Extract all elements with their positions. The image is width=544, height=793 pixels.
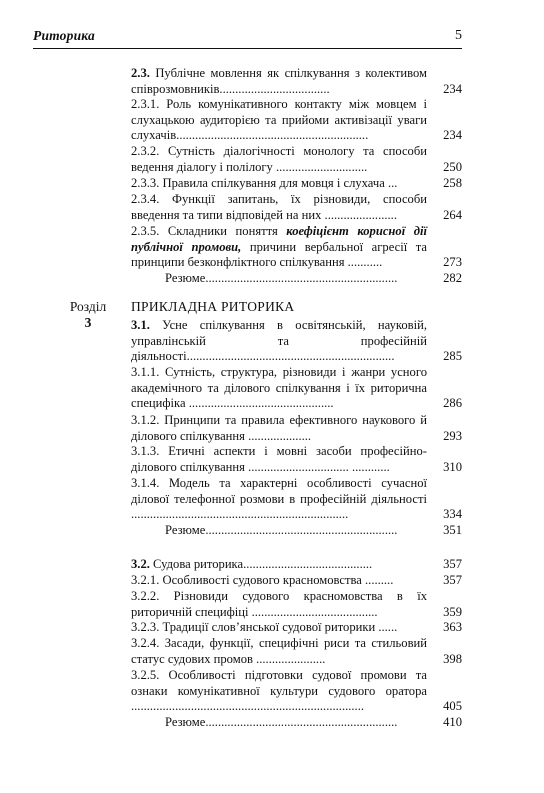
toc-entry-page: 258 (443, 176, 462, 190)
toc-entry[interactable] (131, 224, 462, 271)
part-title: ПРИКЛАДНА РИТОРИКА (131, 299, 295, 314)
toc-entry-number: 3.1. (131, 318, 150, 332)
toc-entry-page: 234 (443, 81, 462, 96)
toc-entry-page: 264 (443, 207, 462, 222)
toc-entry-number: 2.3. (131, 66, 150, 80)
section-word: Розділ (69, 299, 107, 314)
toc-entry-page: 250 (443, 159, 462, 174)
toc-entry-page: 285 (443, 349, 462, 364)
toc-entry-page: 334 (443, 507, 462, 522)
toc-entry-page: 363 (443, 620, 462, 634)
toc-entry-page: 357 (443, 557, 462, 571)
toc-entry-title: Резюме............................................................. (165, 271, 398, 285)
toc-entry[interactable] (131, 176, 462, 192)
toc-entry-title: 3.2.5. Особливості підготовки судової промови та ознаки комунікативної культури судового оратора .......................................................................... (131, 668, 427, 714)
toc-entry[interactable] (131, 66, 462, 97)
toc-entry-page: 410 (443, 715, 462, 729)
toc-entry[interactable] (131, 413, 462, 444)
toc-entry-resume[interactable] (131, 523, 462, 539)
toc-entry-emphasis: коефіцієнт корисної дії публічної промови, (131, 224, 427, 254)
toc-entry-title: 3.2.3. Традиції слов’янської судової риторики ...... (131, 620, 398, 634)
toc-entry[interactable] (131, 318, 462, 365)
toc-entry-page: 286 (443, 396, 462, 411)
toc-entry-page: 405 (443, 699, 462, 714)
toc-entry-resume[interactable] (131, 715, 462, 731)
toc-entry-title: Резюме............................................................. (165, 715, 398, 729)
toc-entry-page: 282 (443, 271, 462, 285)
toc-entry-number: 3.2. (131, 557, 150, 571)
toc-entry[interactable] (131, 365, 462, 412)
toc-entry-title: 3.1.3. Етичні аспекти і мовні засоби професійно-ділового спілкування ................................ ............ (131, 444, 427, 474)
toc-entry-number: 2.3.5. Складники поняття (131, 224, 287, 238)
toc-entry-text (131, 557, 427, 573)
toc-entry-title: 2.3.2. Сутність діалогічності монологу та способи ведення діалогу і полілогу ............................. (131, 144, 427, 174)
toc-entry-title: 3.1.1. Сутність, структура, різновиди і жанри усного академічного та ділового спілкування і їх риторична специфіка .............................................. (131, 365, 427, 411)
toc-entry[interactable] (131, 192, 462, 223)
toc-entry-title: Резюме............................................................. (165, 523, 398, 537)
toc-entry-page: 357 (443, 573, 462, 587)
section-label (62, 299, 114, 331)
toc-entry-resume[interactable] (131, 271, 462, 287)
toc-entry[interactable] (131, 144, 462, 175)
toc-entry[interactable] (131, 620, 462, 636)
running-title: Риторика (33, 28, 95, 43)
toc-entry-title: 2.3.1. Роль комунікативного контакту між мовцем і слухацькою аудиторією та прийоми активізації уваги слухачів............................................................. (131, 97, 427, 143)
toc-entry-title: Усне спілкування в освітянській, науковій, управлінській та професійній діяльності.................................................................. (131, 318, 427, 364)
toc-entry-title: 3.2.1. Особливості судового красномовства ......... (131, 573, 394, 587)
toc-entry-title: 2.3.4. Функції запитань, їх різновиди, способи введення та типи відповідей на них ....................... (131, 192, 427, 222)
page-number: 5 (455, 28, 462, 43)
header-rule (33, 48, 462, 49)
toc-entry-title: 3.2.4. Засади, функції, специфічні риси та стильовий статус судових промов ...................... (131, 636, 427, 666)
toc-entry-title: причини вербальної агресії та принципи безконфліктного спілкування ........... (131, 239, 427, 270)
toc-entry-title: Судова риторика......................................... (149, 557, 373, 571)
toc-entry[interactable] (131, 573, 462, 589)
toc-entry[interactable] (131, 668, 462, 715)
toc-entry-title: 3.2.2. Різновиди судового красномовства в їх риторичній специфіці ........................................ (131, 589, 427, 619)
toc-entry[interactable] (131, 476, 462, 523)
toc-entry-text (131, 66, 427, 97)
toc-entry-page: 351 (443, 523, 462, 537)
toc-entry-page: 293 (443, 428, 462, 443)
toc-entry-page: 273 (443, 255, 462, 270)
toc-entry-page: 310 (443, 459, 462, 474)
toc-entry-page: 398 (443, 651, 462, 666)
toc-entry-page: 359 (443, 604, 462, 619)
toc-entry[interactable] (131, 444, 462, 475)
toc-entry[interactable] (131, 97, 462, 144)
toc-entry-title: Публічне мовлення як спілкування з колективом співрозмовників................................... (131, 66, 427, 96)
toc-entry-page: 234 (443, 128, 462, 143)
toc-entry-text (131, 318, 427, 365)
page-header (33, 28, 462, 48)
toc-entry[interactable] (131, 557, 462, 573)
toc-entry-title: 2.3.3. Правила спілкування для мовця і слухача ... (131, 176, 398, 190)
section-number: 3 (84, 315, 92, 330)
toc-entry[interactable] (131, 589, 462, 620)
toc-entry-text (131, 224, 427, 271)
toc-entry-title: 3.1.4. Модель та характерні особливості сучасної ділової телефонної розмови в професійній діяльності ..................................................................... (131, 476, 427, 522)
toc-entry[interactable] (131, 636, 462, 667)
toc-entry-title: 3.1.2. Принципи та правила ефективного наукового й ділового спілкування .................... (131, 413, 427, 443)
